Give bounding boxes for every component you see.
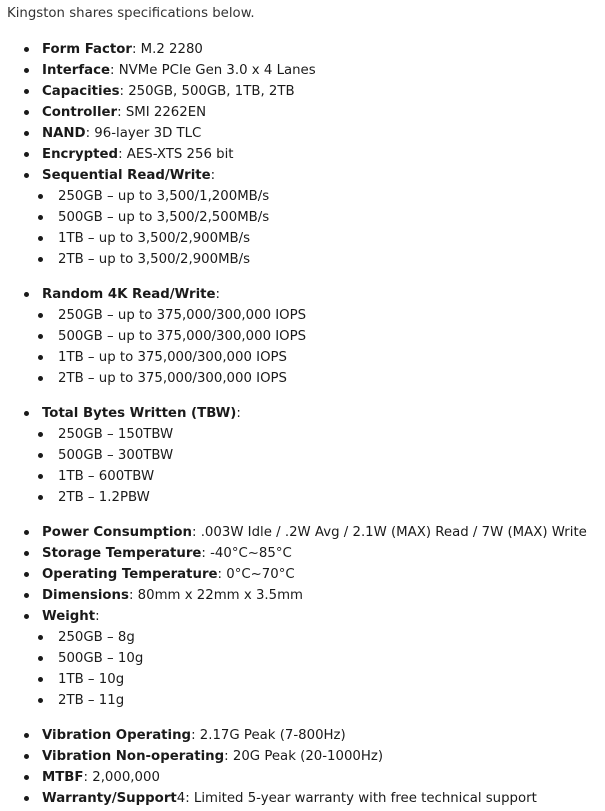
sub-list-item: 500GB – 300TBW	[42, 445, 605, 466]
spec-value: :	[210, 168, 216, 183]
spec-label: Dimensions	[42, 588, 129, 603]
spec-label: Vibration Non-operating	[42, 749, 225, 764]
sub-list-item: 2TB – up to 375,000/300,000 IOPS	[42, 368, 605, 389]
intro-text: Kingston shares specifications below.	[7, 6, 255, 21]
sub-list-item: 250GB – up to 3,500/1,200MB/s	[42, 186, 605, 207]
spec-value: : Limited 5-year warranty with free technical support	[185, 791, 537, 806]
spec-label: Power Consumption	[42, 525, 192, 540]
spec-label: Total Bytes Written (TBW)	[42, 406, 237, 421]
spec-value: :	[215, 287, 221, 302]
spec-weight	[7, 606, 605, 711]
spec-storage-temp	[7, 543, 605, 564]
spec-label: Sequential Read/Write	[42, 168, 211, 183]
spec-sequential	[7, 165, 605, 270]
spec-label: Random 4K Read/Write	[42, 287, 216, 302]
spec-value: : -40°C~85°C	[201, 546, 292, 561]
spec-tbw	[7, 403, 605, 508]
spec-label: Vibration Operating	[42, 728, 192, 743]
spec-dimensions	[7, 585, 605, 606]
spec-label: Interface	[42, 63, 111, 78]
spec-value: : 0°C~70°C	[217, 567, 295, 582]
spec-vibration-non-operating	[7, 746, 605, 767]
sub-list-item: 500GB – 10g	[42, 648, 605, 669]
sub-list-item: 1TB – 600TBW	[42, 466, 605, 487]
sub-list	[42, 186, 605, 270]
spec-value: : 2.17G Peak (7-800Hz)	[191, 728, 346, 743]
spec-value: : SMI 2262EN	[117, 105, 207, 120]
spec-power	[7, 522, 605, 543]
spec-capacities	[7, 81, 605, 102]
sub-list	[42, 627, 605, 711]
spec-label: Warranty/Support	[42, 791, 177, 806]
spec-value: : 96-layer 3D TLC	[85, 126, 202, 141]
spec-list	[7, 39, 605, 809]
spec-value: : AES-XTS 256 bit	[118, 147, 234, 162]
sub-list-item: 2TB – up to 3,500/2,900MB/s	[42, 249, 605, 270]
spec-form-factor	[7, 39, 605, 60]
sub-list-item: 2TB – 11g	[42, 690, 605, 711]
spec-label: Controller	[42, 105, 118, 120]
sub-list	[42, 424, 605, 508]
sub-list-item: 1TB – up to 375,000/300,000 IOPS	[42, 347, 605, 368]
spec-operating-temp	[7, 564, 605, 585]
spec-label: Weight	[42, 609, 96, 624]
spec-label: Form Factor	[42, 42, 132, 57]
spec-label: NAND	[42, 126, 86, 141]
spec-value: : 2,000,000	[83, 770, 160, 785]
sub-list-item: 1TB – up to 3,500/2,900MB/s	[42, 228, 605, 249]
sub-list-item: 500GB – up to 3,500/2,500MB/s	[42, 207, 605, 228]
spec-value: : 20G Peak (20-1000Hz)	[224, 749, 384, 764]
spec-label: Storage Temperature	[42, 546, 202, 561]
spec-value: : 80mm x 22mm x 3.5mm	[128, 588, 303, 603]
spec-value: : M.2 2280	[131, 42, 203, 57]
spec-label: Capacities	[42, 84, 120, 99]
footnote-marker: 4	[176, 791, 186, 806]
spec-value: :	[95, 609, 100, 624]
spec-value: :	[236, 406, 241, 421]
sub-list-item: 500GB – up to 375,000/300,000 IOPS	[42, 326, 605, 347]
sub-list-item: 250GB – 150TBW	[42, 424, 605, 445]
sub-list	[42, 305, 605, 389]
spec-value: : .003W Idle / .2W Avg / 2.1W (MAX) Read / 7W (MAX) Write	[192, 525, 587, 540]
spec-label: MTBF	[42, 770, 84, 785]
spec-label: Encrypted	[42, 147, 119, 162]
spec-nand	[7, 123, 605, 144]
spec-value: : NVMe PCIe Gen 3.0 x 4 Lanes	[110, 63, 316, 78]
sub-list-item: 2TB – 1.2PBW	[42, 487, 605, 508]
spec-encrypted	[7, 144, 605, 165]
spec-interface	[7, 60, 605, 81]
spec-vibration-operating	[7, 725, 605, 746]
spec-mtbf	[7, 767, 605, 788]
spec-label: Operating Temperature	[42, 567, 218, 582]
spec-random	[7, 284, 605, 389]
spec-controller	[7, 102, 605, 123]
sub-list-item: 250GB – up to 375,000/300,000 IOPS	[42, 305, 605, 326]
spec-warranty	[7, 788, 605, 809]
sub-list-item: 1TB – 10g	[42, 669, 605, 690]
spec-value: : 250GB, 500GB, 1TB, 2TB	[119, 84, 295, 99]
sub-list-item: 250GB – 8g	[42, 627, 605, 648]
